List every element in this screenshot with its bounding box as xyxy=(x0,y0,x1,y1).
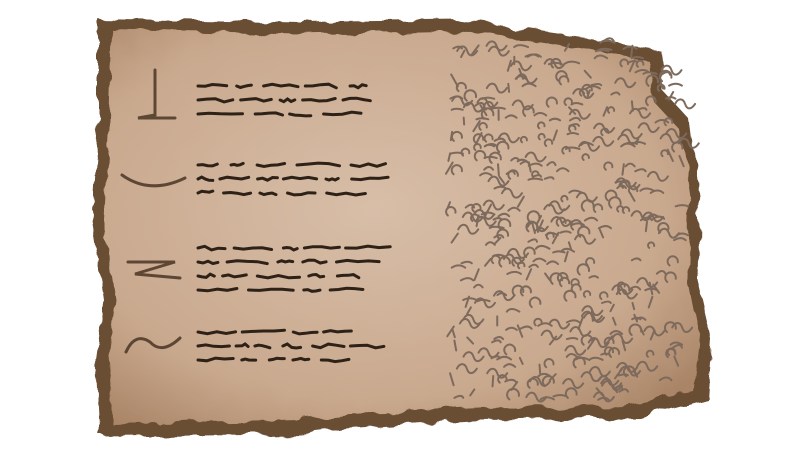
glyph-mark xyxy=(646,222,647,231)
scribble-word xyxy=(264,84,298,86)
scribble-word xyxy=(337,260,380,262)
scribble-word xyxy=(304,290,320,292)
glyph-mark xyxy=(484,157,496,158)
glyph-mark xyxy=(493,376,494,386)
scribble-word xyxy=(198,191,213,193)
glyph-mark xyxy=(669,92,673,100)
scribble-word xyxy=(269,358,284,360)
glyph-mark xyxy=(452,109,463,110)
scribble-word xyxy=(260,193,276,195)
scribble-word xyxy=(234,248,272,250)
glyph-mark xyxy=(591,84,601,85)
glyph-mark xyxy=(622,164,623,175)
scribble-word xyxy=(324,331,352,332)
scribble-word xyxy=(278,261,293,262)
scribble-word xyxy=(327,193,366,195)
glyph-mark xyxy=(539,365,540,375)
scribble-word xyxy=(198,113,243,114)
glyph-mark xyxy=(619,374,628,375)
glyph-mark xyxy=(528,179,542,180)
glyph-mark xyxy=(632,57,643,58)
scribble-word xyxy=(249,289,294,290)
scribble-word xyxy=(326,178,338,180)
glyph-mark xyxy=(491,108,505,109)
glyph-mark xyxy=(451,132,452,140)
scribble-word xyxy=(293,358,309,360)
scribble-word xyxy=(304,247,339,248)
glyph-mark xyxy=(596,50,609,51)
glyph-mark xyxy=(567,338,577,339)
scribble-word xyxy=(198,164,217,166)
glyph-mark xyxy=(490,227,504,228)
glyph-mark xyxy=(508,84,509,92)
scribble-word xyxy=(283,177,316,179)
scribble-word xyxy=(293,332,317,334)
scribble-word xyxy=(330,288,363,290)
scribble-word xyxy=(242,330,284,332)
glyph-mark xyxy=(553,251,565,252)
glyph-mark xyxy=(675,99,695,108)
glyph-mark xyxy=(676,205,689,206)
scribble-word xyxy=(198,345,229,347)
glyph-mark xyxy=(669,84,682,86)
glyph-mark xyxy=(601,354,609,355)
glyph-mark xyxy=(631,46,632,57)
scribble-word xyxy=(198,85,227,87)
glyph-mark xyxy=(498,164,499,175)
scribble-word xyxy=(242,359,256,360)
scribble-word xyxy=(220,177,249,179)
